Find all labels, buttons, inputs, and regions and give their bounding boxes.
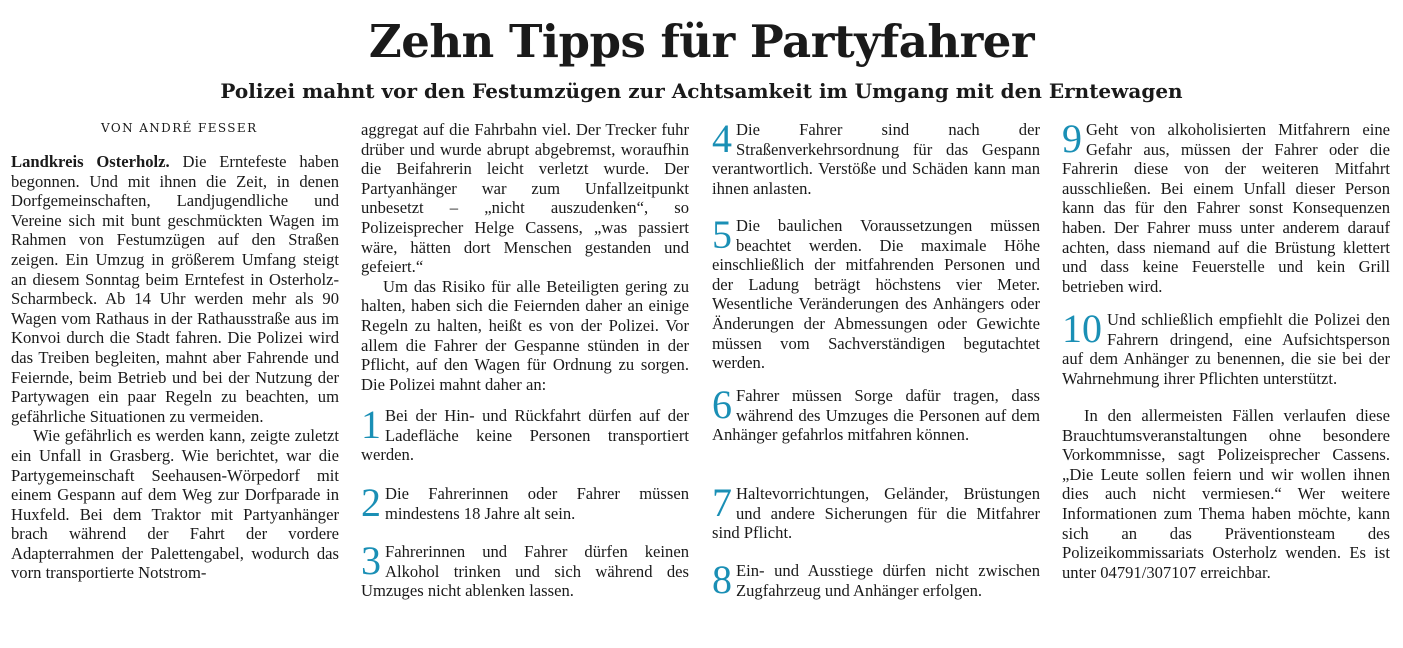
body-paragraph: Wie gefährlich es werden kann, zeigte zuletzt ein Unfall in Grasberg. Wie berichtet, war die Partygemeinschaft Seehausen-Wörpedorf mit einem Gespann auf dem Weg zur Dorfparade in Huxfeld. Bei dem Traktor mit Partyanhänger brach während der Fahrt der vordere Adapterrahmen der Palettengabel, wodurch das vorn transportierte Notstrom- xyxy=(11,426,339,583)
tip-item xyxy=(1062,306,1390,388)
tip-text: Fahrerinnen und Fahrer dürfen keinen Alkohol trinken und sich während des Umzuges nicht ablenken lassen. xyxy=(361,542,689,601)
tip-text: Die Fahrer sind nach der Straßenverkehrsordnung für das Gespann verantwortlich. Verstöße und Schäden kann man ihnen anlasten. xyxy=(712,120,1040,198)
tip-number: 9 xyxy=(1062,116,1082,161)
tip-text: Die baulichen Voraussetzungen müssen beachtet werden. Die maximale Höhe einschließlich der mitfahrenden Personen und der Ladung beträgt höchstens vier Meter. Wesentliche Veränderungen des Anhängers oder Änderungen der Abmessungen oder Gewichte müssen vom Sachverständigen begutachtet werden. xyxy=(712,216,1040,373)
tip-item xyxy=(361,538,689,601)
tip-text: Haltevorrichtungen, Geländer, Brüstungen und andere Sicherungen für die Mitfahrer sind Pflicht. xyxy=(712,484,1040,543)
body-paragraph: Um das Risiko für alle Beteiligten gering zu halten, haben sich die Feiernden daher an einige Regeln zu halten, heißt es von der Polizei. Vor allem die Fahrer der Gespanne stünden in der Pflicht, auf den Wagen für Ordnung zu sorgen. Die Polizei mahnt daher an: xyxy=(361,276,689,394)
tip-item xyxy=(712,116,1040,198)
intro-paragraph xyxy=(11,152,339,426)
tip-number: 8 xyxy=(712,557,732,602)
tip-text: Ein- und Ausstiege dürfen nicht zwischen Zugfahrzeug und Anhänger erfolgen. xyxy=(736,561,1040,600)
tip-item xyxy=(712,480,1040,543)
tip-item xyxy=(712,557,1040,602)
tip-item xyxy=(361,402,689,465)
tip-number: 1 xyxy=(361,402,381,447)
intro-text: Die Erntefeste haben begonnen. Und mit ihnen die Zeit, in denen Dorfgemeinschaften, Landjugendliche und Vereine sich mit bunt geschmückten Wagen im Rahmen von Festumzügen auf den Straßen zeigen. Ein Umzug in größerem Umfang steigt an diesem Sonntag beim Erntefest in Osterholz-Scharmbeck. Ab 14 Uhr werden mehr als 90 Wagen vom Rathaus in der Rathausstraße aus im Konvoi durch die Stadt fahren. Die Polizei wird das Treiben begleiten, mahnt aber Fahrende und Feiernde, beim Betrieb und bei der Nutzung der Partywagen ein paar Regeln zu beachten, um gefährliche Situationen zu vermeiden. xyxy=(11,152,340,426)
tip-item xyxy=(712,382,1040,445)
tip-text: Bei der Hin- und Rückfahrt dürfen auf der Ladefläche keine Personen transportiert werden. xyxy=(361,406,689,465)
article-column-4-closing xyxy=(1062,406,1390,582)
tip-number: 3 xyxy=(361,538,381,583)
tip-number: 4 xyxy=(712,116,732,161)
tip-item xyxy=(1062,116,1390,296)
tip-number: 6 xyxy=(712,382,732,427)
tip-text: Und schließlich empfiehlt die Polizei den Fahrern dringend, eine Aufsichtsperson auf dem Anhänger zu benennen, die sie bei der Wahrnehmung ihrer Pflichten unterstützt. xyxy=(1062,310,1390,388)
tip-number: 2 xyxy=(361,480,381,525)
tip-item xyxy=(712,212,1040,373)
article-subheadline: Polizei mahnt vor den Festumzügen zur Achtsamkeit im Umgang mit den Erntewagen xyxy=(220,79,1183,103)
article-column-2 xyxy=(361,120,689,394)
body-paragraph: aggregat auf die Fahrbahn viel. Der Trecker fuhr drüber und wurde abrupt abgebremst, woraufhin die Beifahrerin leicht verletzt wurde. Der Partyanhänger war zum Unfallzeitpunkt unbesetzt – „nicht auszudenken“, so Polizeisprecher Helge Cassens, „was passiert wäre, hätten dort Menschen gestanden und gefeiert.“ xyxy=(361,120,689,277)
article-headline: Zehn Tipps für Partyfahrer xyxy=(368,15,1035,68)
tip-number: 7 xyxy=(712,480,732,525)
tip-text: Geht von alkoholisierten Mitfahrern eine Gefahr aus, müssen der Fahrer oder die Fahrerin diese von der weiteren Mitfahrt ausschließen. Bei einem Unfall dieser Person kann das für den Fahrer sonst Konsequenzen haben. Der Fahrer muss unter anderem darauf achten, dass niemand auf die Brüstung klettert und dass keine Feuerstelle und kein Grill betrieben wird. xyxy=(1062,120,1390,296)
closing-paragraph: In den allermeisten Fällen verlaufen diese Brauchtumsveranstaltungen ohne besondere Vorkommnisse, sagt Polizeisprecher Cassens. „Die Leute sollen feiern und wir wollen ihnen dies auch nicht vermiesen.“ Wer weitere Informationen zum Thema haben möchte, kann sich an das Präventionsteam des Polizeikommissariats Osterholz wenden. Es ist unter 04791/307107 erreichbar. xyxy=(1062,406,1390,582)
tip-number: 10 xyxy=(1062,306,1102,351)
tip-item xyxy=(361,480,689,525)
article-column-1 xyxy=(11,152,339,583)
dateline: Landkreis Osterholz. xyxy=(11,152,170,171)
article-byline: VON ANDRÉ FESSER xyxy=(101,121,258,135)
tip-text: Die Fahrerinnen oder Fahrer müssen mindestens 18 Jahre alt sein. xyxy=(385,484,689,523)
tip-number: 5 xyxy=(712,212,732,257)
tip-text: Fahrer müssen Sorge dafür tragen, dass während des Umzuges die Personen auf dem Anhänger gefahrlos mitfahren können. xyxy=(712,386,1040,445)
